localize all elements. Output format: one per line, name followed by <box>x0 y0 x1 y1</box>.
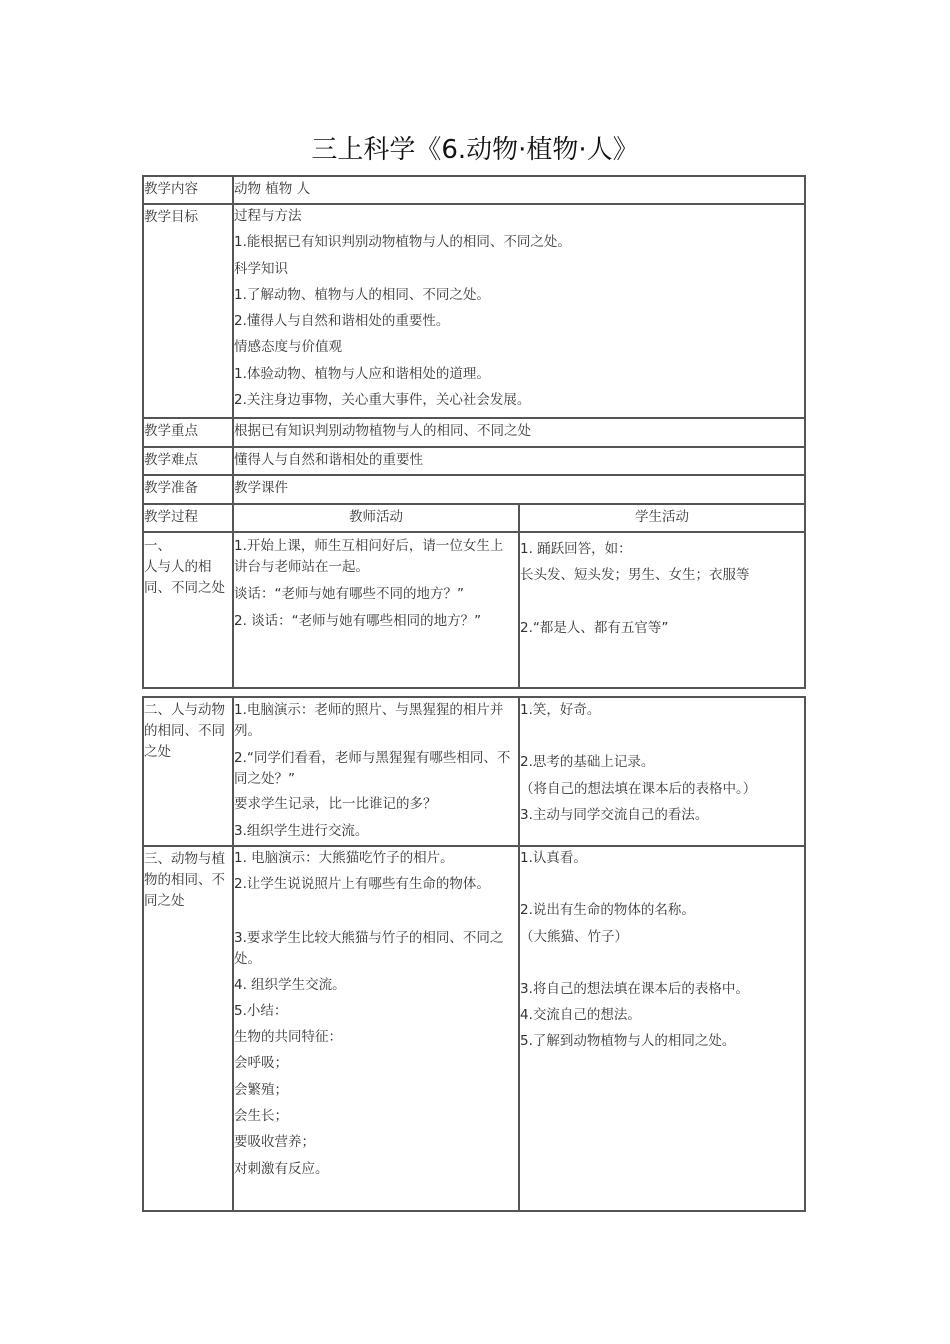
row-label-prep: 教学准备 <box>144 480 198 496</box>
row-value-key: 根据已有知识判别动物植物与人的相同、不同之处 <box>234 423 531 439</box>
teacher-step: 3.要求学生比较大熊猫与竹子的相同、不同之处。 <box>234 929 504 967</box>
student-activity-header: 学生活动 <box>635 509 689 525</box>
teacher-step: 2.让学生说说照片上有哪些有生命的物体。 <box>234 876 490 893</box>
teacher-step: 谈话：“老师与她有哪些不同的地方？” <box>234 586 464 602</box>
student-step: 长头发、短头发；男生、女生；衣服等 <box>520 567 750 584</box>
row-value-content: 动物 植物 人 <box>234 181 311 197</box>
goals-line: 过程与方法 <box>234 208 302 224</box>
student-step: 3.主动与同学交流自己的看法。 <box>520 806 709 823</box>
section3-student <box>520 845 802 1055</box>
teacher-step: 会繁殖； <box>234 1081 288 1098</box>
teacher-step: 会生长； <box>234 1108 288 1125</box>
student-step: （将自己的想法填在课本后的表格中。） <box>520 780 757 797</box>
student-step: 2.说出有生命的物体的名称。 <box>520 902 695 919</box>
goals-line: 1.体验动物、植物与人应和谐相处的道理。 <box>234 365 490 382</box>
teacher-step: 4. 组织学生交流。 <box>234 976 346 993</box>
document-title: 三上科学《6.动物·植物·人》 <box>311 135 639 165</box>
student-step: 1.认真看。 <box>520 850 587 866</box>
student-step: 2.思考的基础上记录。 <box>520 754 655 771</box>
goals-list <box>234 203 802 417</box>
section3-label: 三、动物与植物的相同、不同之处 <box>144 851 225 909</box>
teacher-step: 生物的共同特征： <box>234 1029 342 1046</box>
section2-label: 二、人与动物的相同、不同之处 <box>144 702 225 760</box>
goals-line: 1.能根据已有知识判别动物植物与人的相同、不同之处。 <box>234 234 571 251</box>
teacher-step: 5.小结： <box>234 1002 288 1019</box>
teacher-step: 要吸收营养； <box>234 1134 315 1151</box>
section3-teacher <box>234 845 516 1182</box>
goals-line: 1.了解动物、植物与人的相同、不同之处。 <box>234 286 490 303</box>
section1-teacher <box>234 536 516 632</box>
teacher-step: 2. 谈话：“老师与她有哪些相同的地方？” <box>234 613 482 629</box>
student-step: 4.交流自己的想法。 <box>520 1007 641 1024</box>
teacher-step: 要求学生记录，比一比谁记的多？ <box>234 796 437 812</box>
row-label-key: 教学重点 <box>144 423 198 439</box>
teacher-step: 1. 电脑演示：大熊猫吃竹子的相片。 <box>234 850 454 866</box>
row-label-content: 教学内容 <box>144 181 198 197</box>
student-step: 1. 踊跃回答，如： <box>520 541 632 557</box>
goals-line: 情感态度与价值观 <box>234 339 342 356</box>
row-value-prep: 教学课件 <box>234 480 288 496</box>
goals-line: 2.懂得人与自然和谐相处的重要性。 <box>234 313 450 330</box>
section2-student <box>520 697 802 828</box>
row-label-process: 教学过程 <box>144 509 198 525</box>
teacher-step: 2.“同学们看看，老师与黑猩猩有哪些相同、不同之处？” <box>234 750 511 787</box>
student-step: 5.了解到动物植物与人的相同之处。 <box>520 1033 736 1050</box>
student-step: 1.笑，好奇。 <box>520 702 601 718</box>
teacher-step: 1.开始上课，师生互相问好后，请一位女生上讲台与老师站在一起。 <box>234 538 504 575</box>
teacher-step: 3.组织学生进行交流。 <box>234 823 369 839</box>
row-value-difficulty: 懂得人与自然和谐相处的重要性 <box>234 452 423 468</box>
student-step: 2.“都是人、都有五官等” <box>520 619 669 636</box>
row-label-goals: 教学目标 <box>144 209 198 225</box>
goals-line: 2.关注身边事物，关心重大事件，关心社会发展。 <box>234 392 531 409</box>
goals-line: 科学知识 <box>234 260 288 277</box>
row-label-difficulty: 教学难点 <box>144 452 198 468</box>
section1-label: 一、 人与人的相同、不同之处 <box>144 538 225 596</box>
section2-teacher <box>234 700 516 842</box>
teacher-step: 1.电脑演示：老师的照片、与黑猩猩的相片并列。 <box>234 702 504 739</box>
teacher-step: 会呼吸； <box>234 1055 288 1072</box>
section1-student <box>520 536 802 641</box>
teacher-step: 对刺激有反应。 <box>234 1160 329 1177</box>
student-step: （大熊猫、竹子） <box>520 928 628 945</box>
student-step: 3.将自己的想法填在课本后的表格中。 <box>520 980 749 997</box>
teacher-activity-header: 教师活动 <box>349 509 403 525</box>
